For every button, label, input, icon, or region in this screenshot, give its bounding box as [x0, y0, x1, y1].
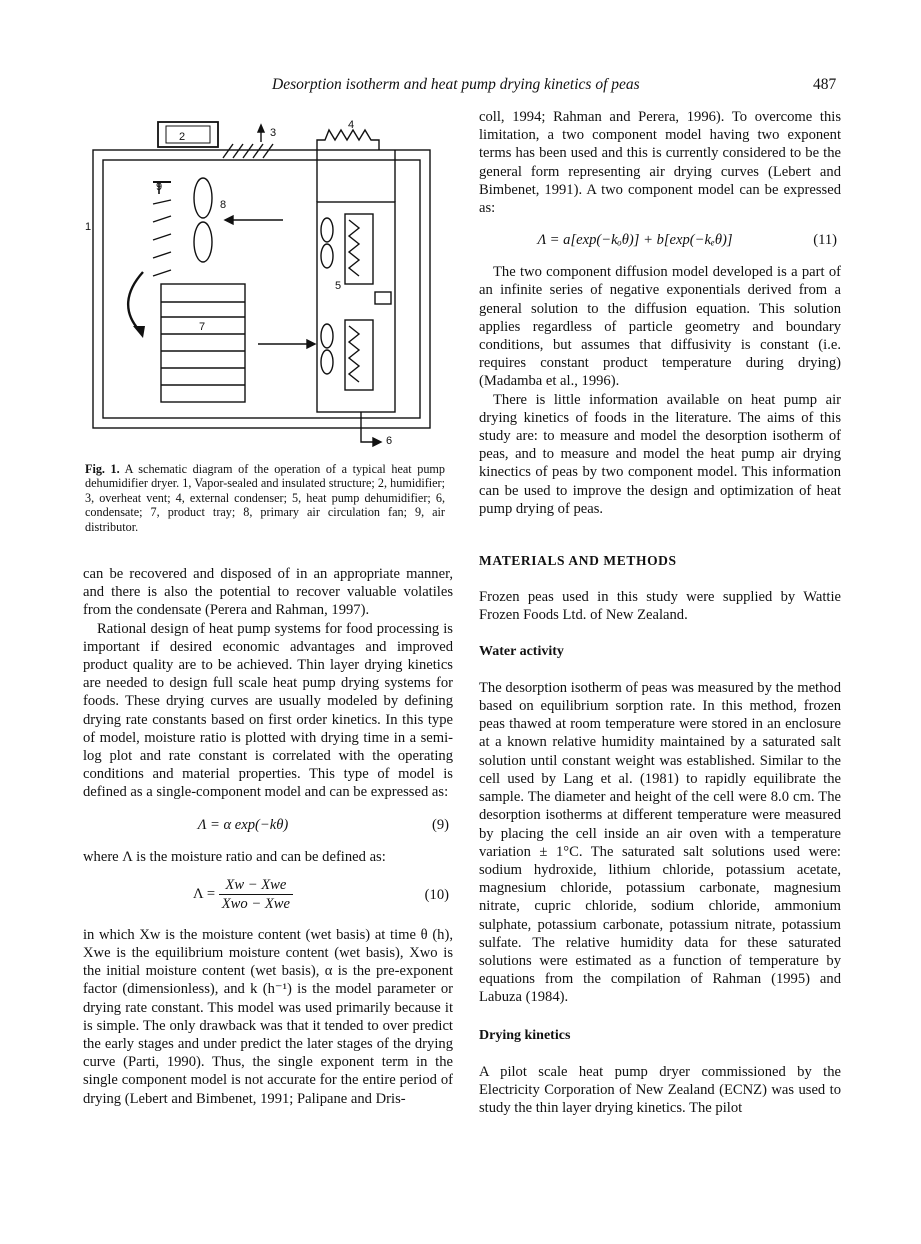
label-8: 8 [220, 199, 227, 211]
equation-9-number: (9) [431, 816, 449, 833]
left-paragraph-1: can be recovered and disposed of in an appropriate manner, and there is also the potential to recover valuable volatiles from the condensate (Perera and Rahman, 1997). [83, 566, 453, 619]
label-1: 1 [85, 221, 92, 233]
equation-9 [83, 808, 453, 842]
label-6: 6 [386, 435, 393, 447]
page-number: 487 [813, 76, 837, 93]
label-2: 2 [179, 131, 186, 143]
right-paragraph-3: There is little information available on heat pump air drying kinetics of foods in the literature. The aims of this study are: to measure and model the desorption isotherm of peas, and to measure and model the heat pump air drying kinectics of peas by two component model. This information can be used to improve the design and optimization of heat pump drying of peas. [479, 391, 841, 517]
right-paragraph-2: The two component diffusion model developed is a part of an infinite series of negative exponentials derived from a general solution to the diffusion equation. This solution applies regardless of particle geometry and boundary conditions, but assumes that diffusivity is constant (i.e. requires constant product temperature during drying) (Madamba et al., 1996). [479, 264, 841, 390]
right-paragraph-6: A pilot scale heat pump dryer commissioned by the Electricity Corporation of New Zealand (ECNZ) was used to study the thin layer drying kinetics. The pilot [479, 1063, 841, 1117]
equation-10-number: (10) [424, 886, 449, 903]
label-4: 4 [348, 119, 355, 131]
left-paragraph-3: where Λ is the moisture ratio and can be defined as: [83, 848, 386, 865]
label-3: 3 [270, 127, 277, 139]
section-heading-materials-methods: MATERIALS AND METHODS [479, 553, 677, 569]
subheading-drying-kinetics: Drying kinetics [479, 1027, 571, 1043]
running-title: Desorption isotherm and heat pump drying kinetics of peas [272, 76, 640, 93]
right-column [479, 108, 841, 1117]
external-condenser [317, 130, 379, 150]
equation-10-fraction [219, 876, 293, 913]
equation-9-body: Λ = α exp(−kθ) [197, 816, 289, 833]
equation-10-lhs: Λ = [193, 885, 216, 902]
right-paragraph-1: coll, 1994; Rahman and Perera, 1996). To overcome this limitation, a two component model having two exponent terms has been used and this is currently considered to be the general form representing air drying curves (Lebert and Bimbenet, 1991). A two component model can be expressed as: [479, 109, 841, 217]
right-paragraph-4: Frozen peas used in this study were supplied by Wattie Frozen Foods Ltd. of New Zealand. [479, 589, 841, 624]
label-7: 7 [199, 321, 206, 333]
equation-11 [479, 223, 841, 257]
equation-10 [83, 872, 453, 922]
equation-11-number: (11) [813, 232, 837, 249]
subheading-water-activity: Water activity [479, 643, 564, 659]
figure-caption [85, 462, 445, 534]
left-paragraph-4: in which Xw is the moisture content (wet basis) at time θ (h), Xwe is the equilibrium moisture content (wet basis), Xwo is the initial moisture content (wet basis), α is the pre-exponent factor (dimensionless), and k (h⁻¹) is the model parameter or drying rate constant. This model was used primarily because it is simple. The only drawback was that it tended to over predict the early stages and under predict the later stages of the drying curve (Parti, 1990). Thus, the single exponent term in the single component model is not accurate for the entire period of drying (Lebert and Bimbenet, 1991; Palipane and Dris- [83, 926, 453, 1107]
running-header [0, 76, 921, 98]
figure-1 [83, 112, 453, 452]
left-paragraph-2: Rational design of heat pump systems for food processing is important if desired economic advantages and improved product quality are to be achieved. Thin layer drying kinetics are needed to design full scale heat pump drying systems for foods. These drying curves are usually modeled by defining drying rate constants based on first order kinetics. In this type of model, moisture ratio is plotted with drying time in a semi-log plot and rate constant is correlated with the operating conditions and material properties. This type of model is defined as a single-component model and can be expressed as: [83, 620, 453, 801]
left-column [83, 565, 453, 1108]
right-paragraph-5: The desorption isotherm of peas was measured by the method based on equilibrium sorption rate. In this method, frozen peas thawed at room temperature were stored in an enclosure at a known relative humidity maintained by a saturated salt solution until constant weight was established. Similar to the cell used by Lang et al. (1981) to rapidly equilibrate the sample. The diameter and height of the cell were 8.0 cm. The desorption isotherms at different temperature were measured by placing the cell inside an air oven with a temperature variation ± 1°C. The saturated salt solutions used were: sodium hydroxide, lithium chloride, potassium acetate, magnesium chloride, potassium carbonate, magnesium nitrate, cupric chloride, sodium chloride, ammonium sulphate, potassium carbonate, potassium nitrate, potassium sulfate. The relative humidity data for these saturated solutions were estimated as a function of temperature by equations from the compilation of Rahman (1995) and Labuza (1984). [479, 679, 841, 1006]
outer-wall [93, 150, 430, 428]
caption-label: Fig. 1. [85, 462, 120, 476]
dryer-schematic [83, 112, 453, 452]
label-5: 5 [335, 280, 342, 292]
heat-pump-unit [317, 202, 395, 412]
label-9: 9 [156, 181, 163, 193]
equation-11-body: Λ = a[exp(−kₒθ)] + b[exp(−kₑθ)] [537, 232, 733, 249]
equation-10-denominator: Xwo − Xwe [221, 896, 290, 913]
caption-text: A schematic diagram of the operation of a typical heat pump dehumidifier dryer. 1, Vapor-sealed and insulated structure; 2, humidifier; 3, overheat vent; 4, external condenser; 5, heat pump dehumidifier; 6, condensate; 7, product tray; 8, primary air circulation fan; 9, air distributor. [85, 462, 445, 534]
equation-10-numerator: Xw − Xwe [219, 876, 293, 895]
primary-fan [194, 178, 212, 218]
